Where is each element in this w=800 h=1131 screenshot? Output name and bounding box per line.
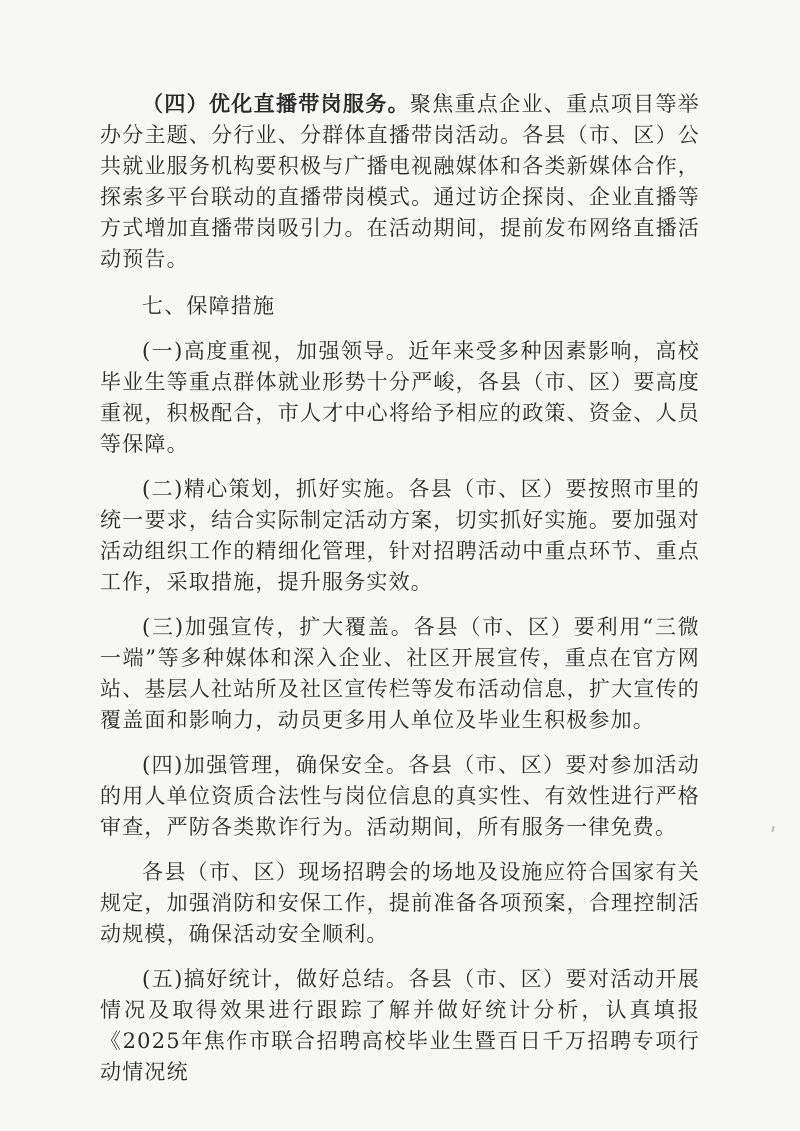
paragraph-body: 近年来受多种因素影响，高校毕业生等重点群体就业形势十分严峻，各县（市、区）要高度重视，积极配合，市人才中心将给予相应的政策、资金、人员等保障。	[100, 339, 700, 456]
paragraph-body: 各县（市、区）现场招聘会的场地及设施应符合国家有关规定，加强消防和安保工作，提前准备各项预案，合理控制活动规模，确保活动安全顺利。	[100, 860, 700, 946]
paragraph-publicity	[100, 612, 700, 736]
document-body	[100, 88, 700, 1102]
paragraph-lead: (四)加强管理，确保安全。	[142, 753, 409, 777]
paragraph-lead: （四）优化直播带岗服务。	[142, 91, 410, 116]
paragraph-lead: (二)精心策划，抓好实施。	[142, 477, 409, 501]
paragraph-lead: (一)高度重视，加强领导。	[142, 339, 409, 363]
paragraph-body: 各县（市、区）要对参加活动的用人单位资质合法性与岗位信息的真实性、有效性进行严格审查，严防各类欺诈行为。活动期间，所有服务一律免费。	[100, 753, 700, 839]
paragraph-planning	[100, 474, 700, 598]
scan-speck	[771, 826, 774, 832]
paragraph-statistics	[100, 964, 700, 1088]
paragraph-venue-safety	[100, 857, 700, 950]
paragraph-leadership	[100, 336, 700, 460]
paragraph-body: 各县（市、区）要利用“三微一端”等多种媒体和深入企业、社区开展宣传，重点在官方网站、基层人社站所及社区宣传栏等发布活动信息，扩大宣传的覆盖面和影响力，动员更多用人单位及毕业生积极参加。	[100, 615, 700, 732]
paragraph-body: 聚焦重点企业、重点项目等举办分主题、分行业、分群体直播带岗活动。各县（市、区）公共就业服务机构要积极与广播电视融媒体和各类新媒体合作，探索多平台联动的直播带岗模式。通过访企探岗、企业直播等方式增加直播带岗吸引力。在活动期间，提前发布网络直播活动预告。	[100, 92, 700, 271]
section-heading: 七、保障措施	[142, 294, 276, 318]
paragraph-body: 各县（市、区）要按照市里的统一要求，结合实际制定活动方案，切实抓好实施。要加强对活动组织工作的精细化管理，针对招聘活动中重点环节、重点工作，采取措施，提升服务实效。	[100, 477, 700, 594]
paragraph-lead: (三)加强宣传，扩大覆盖。	[142, 615, 414, 639]
paragraph-body: 各县（市、区）要对活动开展情况及取得效果进行跟踪了解并做好统计分析，认真填报《2025年焦作市联合招聘高校毕业生暨百日千万招聘专项行动情况统	[100, 967, 700, 1084]
paragraph-management	[100, 750, 700, 843]
paragraph-livestream	[100, 88, 700, 275]
paragraph-lead: (五)搞好统计，做好总结。	[142, 967, 409, 991]
